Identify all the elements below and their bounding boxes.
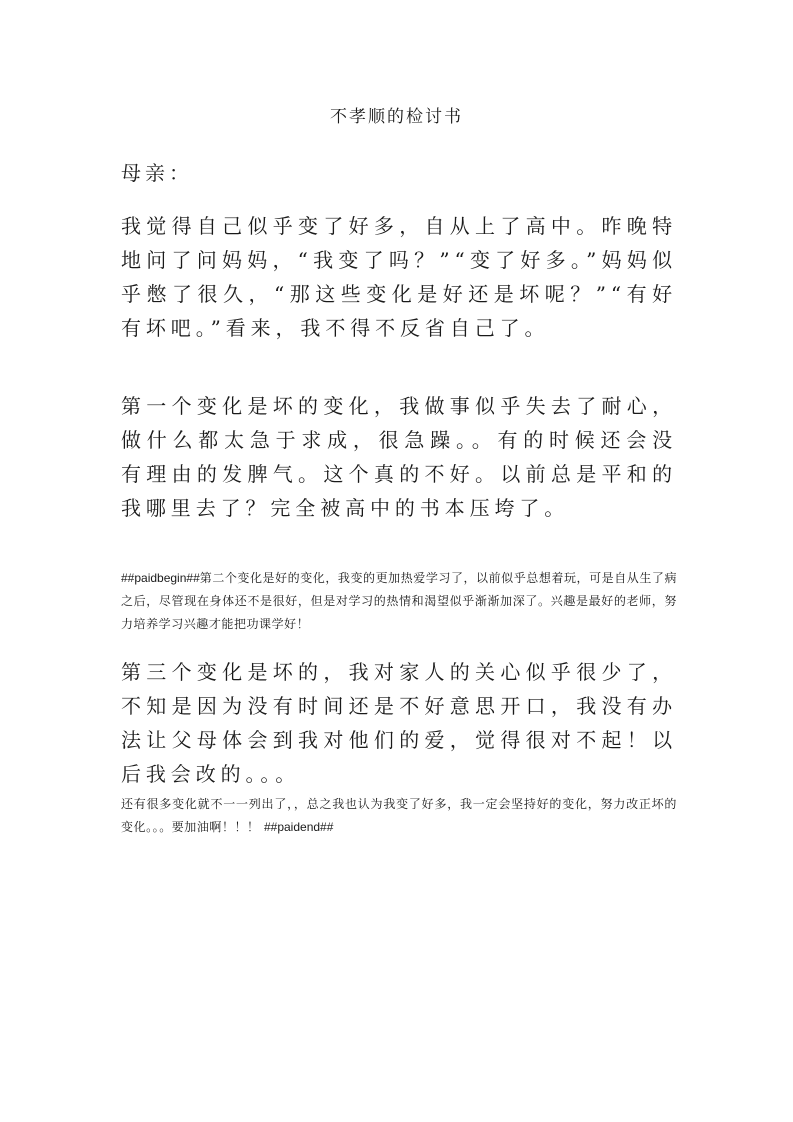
paragraph-intro: 我觉得自己似乎变了好多，自从上了高中。昨晚特地问了问妈妈，“我变了吗？”“变了好多。”妈妈似乎憋了很久，“那这些变化是好还是坏呢？”“有好有坏吧。”看来，我不得不反省自己了。: [121, 214, 677, 340]
paragraph-closing: [121, 793, 677, 839]
paragraph-third-change: 第三个变化是坏的，我对家人的关心似乎很少了，不知是因为没有时间还是不好意思开口，我没有办法让父母体会到我对他们的爱，觉得很对不起！以后我会改的。。。: [121, 660, 677, 786]
paragraph-second-change-text: 第二个变化是好的变化，我变的更加热爱学习了，以前似乎总想着玩，可是自从生了病之后，尽管现在身体还不是很好，但是对学习的热情和渴望似乎渐渐加深了。兴趣是最好的老师，努力培养学习兴趣才能把功课学好！: [121, 571, 677, 631]
document-title: 不孝顺的检讨书: [330, 107, 463, 127]
paragraph-closing-text: 还有很多变化就不一一列出了，，总之我也认为我变了好多，我一定会坚持好的变化，努力改正坏的变化。。。要加油啊！！！: [121, 797, 677, 834]
paragraph-first-change: 第一个变化是坏的变化，我做事似乎失去了耐心，做什么都太急于求成，很急躁。。有的时候还会没有理由的发脾气。这个真的不好。以前总是平和的我哪里去了？完全被高中的书本压垮了。: [121, 394, 677, 520]
salutation: 母亲：: [121, 161, 193, 185]
paragraph-second-change: [121, 567, 677, 636]
paid-end-marker: ##paidend##: [263, 820, 334, 834]
paid-begin-marker: ##paidbegin##: [121, 571, 200, 585]
